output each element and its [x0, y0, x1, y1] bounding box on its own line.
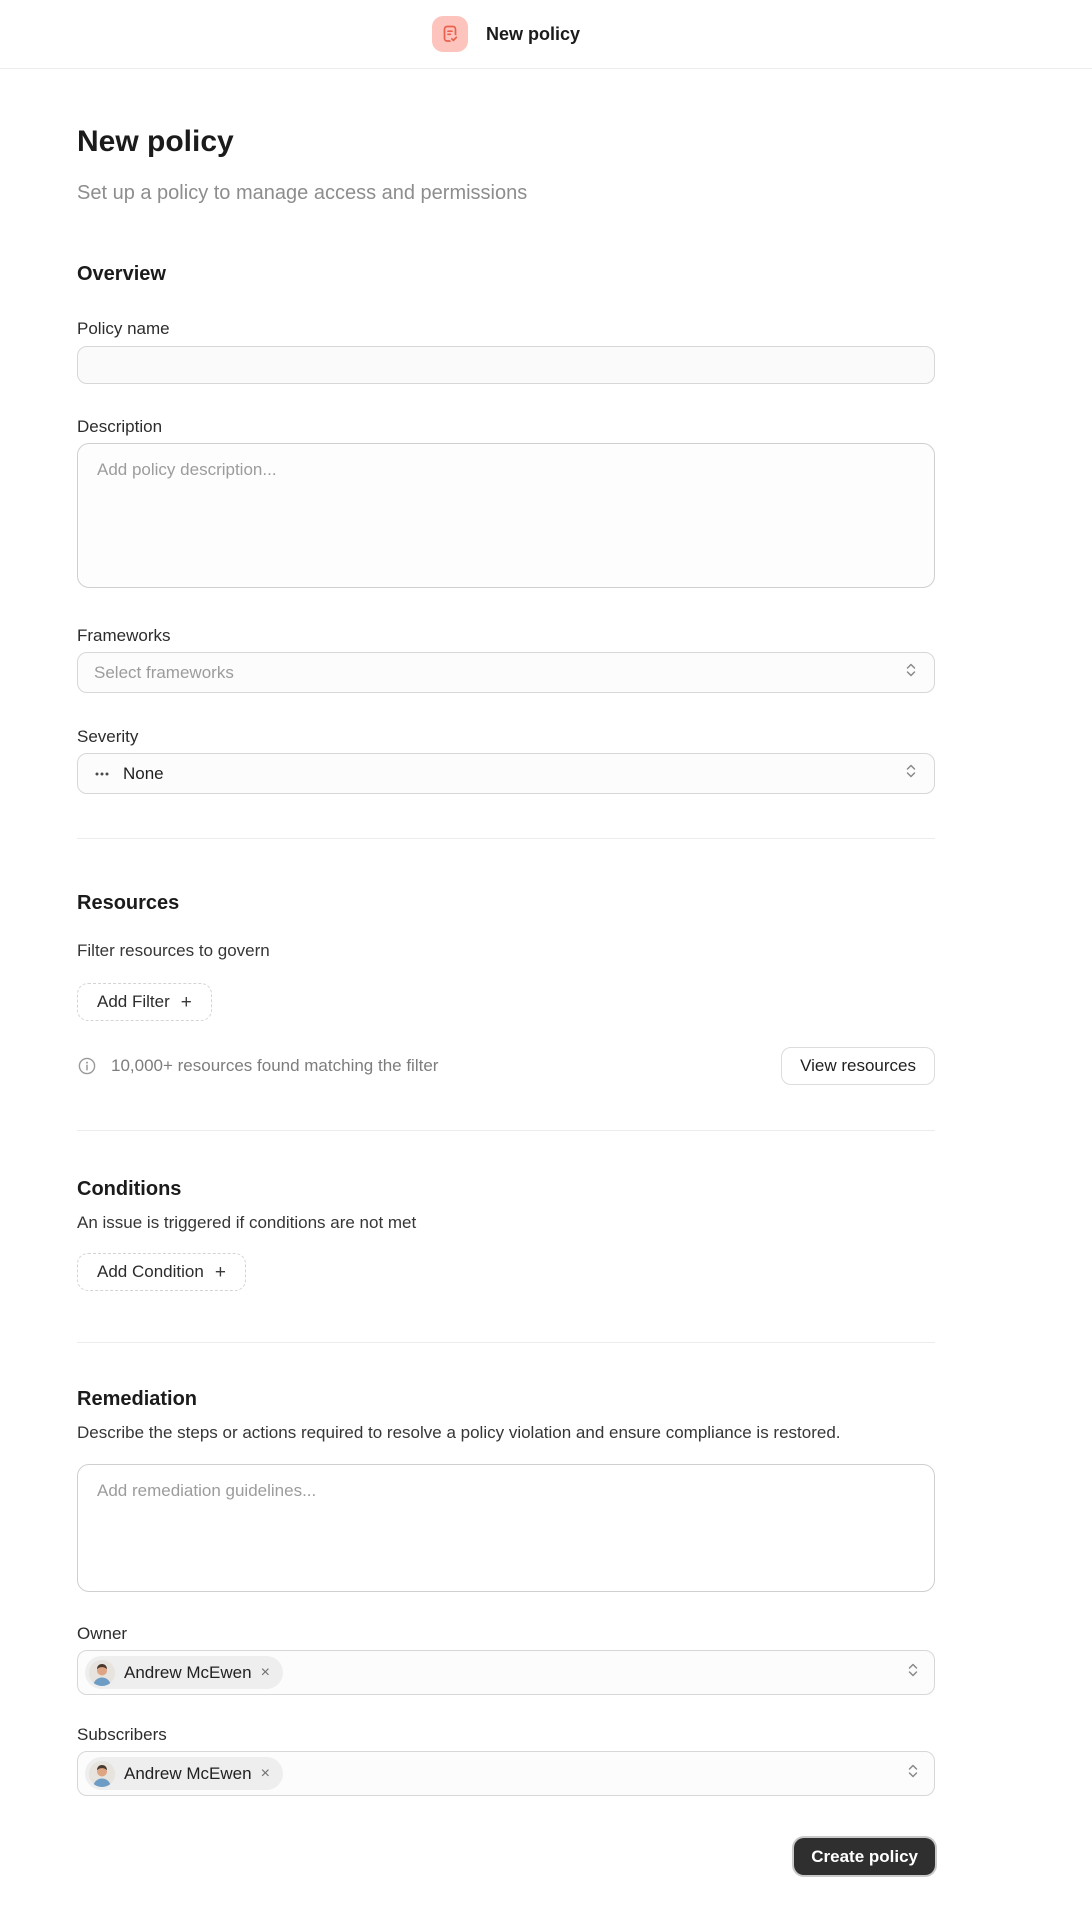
- add-condition-label: Add Condition: [97, 1262, 204, 1281]
- remove-icon[interactable]: ×: [260, 1764, 270, 1782]
- remediation-heading: Remediation: [77, 1388, 198, 1410]
- policy-name-input[interactable]: [77, 346, 935, 384]
- description-textarea[interactable]: [77, 443, 935, 588]
- info-icon: [77, 1056, 97, 1076]
- section-divider: [77, 838, 935, 839]
- section-divider: [77, 1130, 935, 1131]
- avatar: [89, 1761, 115, 1787]
- header-title: New policy: [485, 23, 581, 44]
- plus-icon: +: [214, 1261, 226, 1283]
- policy-document-check-icon: [432, 16, 468, 52]
- plus-icon: +: [180, 991, 192, 1013]
- create-policy-button[interactable]: Create policy: [794, 1838, 935, 1875]
- subscriber-chip: [85, 1757, 283, 1790]
- conditions-description: An issue is triggered if conditions are not met: [77, 1213, 417, 1232]
- chevron-up-down-icon: [906, 1661, 920, 1684]
- view-resources-button[interactable]: View resources: [781, 1047, 935, 1085]
- frameworks-placeholder: Select frameworks: [94, 662, 234, 682]
- severity-value: None: [123, 763, 164, 783]
- subscribers-label: Subscribers: [77, 1725, 167, 1744]
- remediation-description: Describe the steps or actions required to resolve a policy violation and ensure compliance is restored.: [77, 1423, 841, 1442]
- top-header-inner: [77, 16, 935, 52]
- remediation-textarea[interactable]: [77, 1464, 935, 1592]
- policy-name-label: Policy name: [77, 319, 170, 338]
- page-title: New policy: [77, 125, 234, 158]
- frameworks-label: Frameworks: [77, 626, 171, 645]
- remove-icon[interactable]: ×: [260, 1663, 270, 1681]
- description-label: Description: [77, 417, 163, 436]
- top-header: [0, 0, 1092, 69]
- owner-chip-name: Andrew McEwen: [124, 1662, 252, 1682]
- subscribers-select[interactable]: [77, 1751, 935, 1796]
- add-filter-button[interactable]: [77, 983, 212, 1021]
- chevron-up-down-icon: [906, 1762, 920, 1785]
- chevron-up-down-icon: [904, 762, 918, 785]
- severity-label: Severity: [77, 727, 139, 746]
- owner-label: Owner: [77, 1624, 128, 1643]
- subscriber-chip-name: Andrew McEwen: [124, 1763, 252, 1783]
- owner-chip: [85, 1656, 283, 1689]
- resources-heading: Resources: [77, 892, 180, 914]
- form-content: [77, 124, 935, 1875]
- chevron-up-down-icon: [904, 661, 918, 684]
- section-divider: [77, 1342, 935, 1343]
- owner-select[interactable]: [77, 1650, 935, 1695]
- severity-none-dots-icon: [94, 766, 110, 782]
- page-subtitle: Set up a policy to manage access and permissions: [77, 182, 528, 204]
- severity-select[interactable]: [77, 753, 935, 794]
- overview-heading: Overview: [77, 263, 166, 285]
- resources-description: Filter resources to govern: [77, 941, 270, 960]
- add-condition-button[interactable]: [77, 1253, 246, 1291]
- frameworks-select[interactable]: [77, 652, 935, 693]
- add-filter-label: Add Filter: [97, 992, 170, 1011]
- resources-result-text: 10,000+ resources found matching the filter: [111, 1056, 439, 1075]
- avatar: [89, 1660, 115, 1686]
- conditions-heading: Conditions: [77, 1178, 182, 1200]
